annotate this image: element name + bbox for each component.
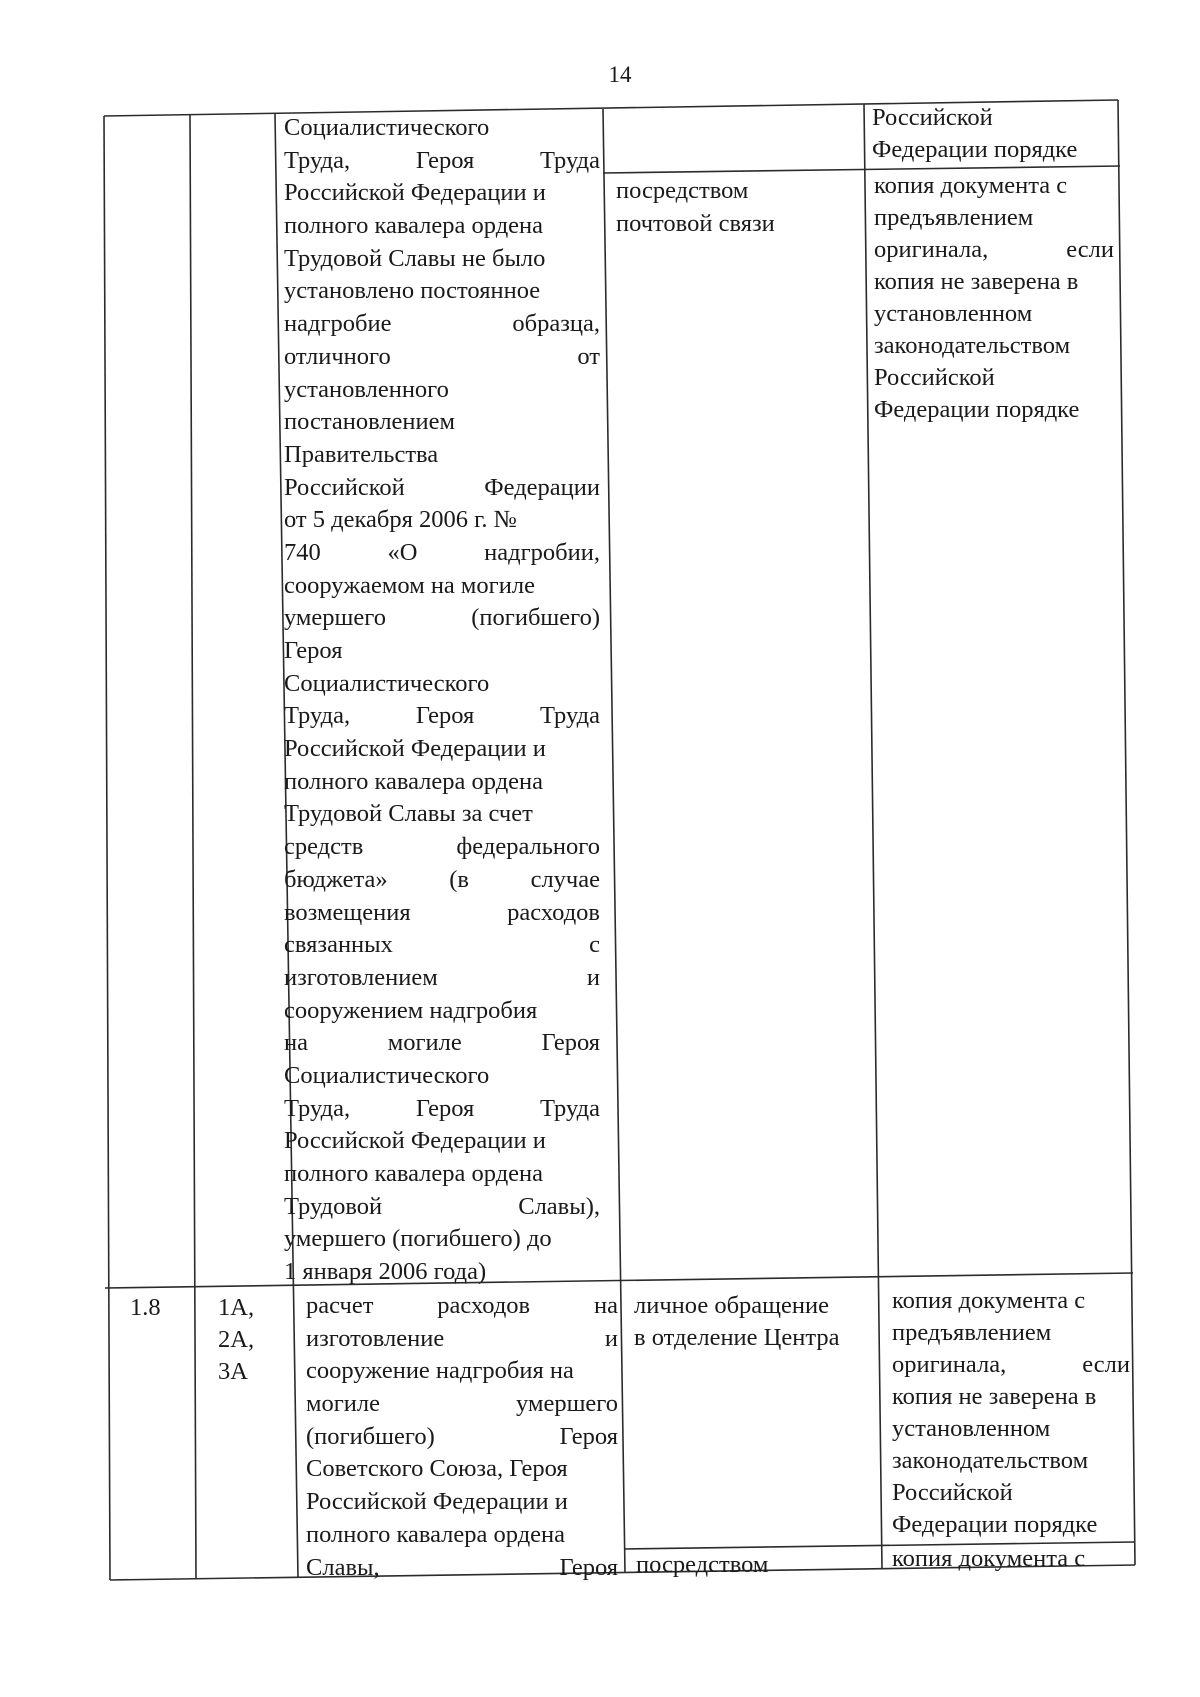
cell-text-line: Федерации порядке bbox=[872, 136, 1078, 163]
cell-text-line: посредством bbox=[616, 177, 749, 204]
column-divider bbox=[190, 115, 196, 1579]
cell-text-line: Российской Федерации и bbox=[306, 1488, 568, 1516]
cell-text-line: Славы, Героя bbox=[306, 1553, 618, 1581]
continued-top-copy-cell bbox=[872, 102, 1112, 166]
cell-text-line: Социалистического bbox=[284, 1061, 490, 1089]
cell-text-line: копия документа с bbox=[892, 1545, 1086, 1572]
row-1-8-description-cell bbox=[306, 1290, 618, 1584]
cell-text-line: полного кавалера ордена bbox=[284, 767, 544, 795]
cell-text-line: Российской Федерации и bbox=[284, 179, 546, 207]
cell-text-line: посредством bbox=[636, 1551, 769, 1578]
cell-text-line: возмещения расходов bbox=[284, 898, 600, 926]
cell-text-line: умершего (погибшего) до bbox=[284, 1225, 552, 1253]
cell-text-line: полного кавалера ордена bbox=[306, 1520, 566, 1548]
cell-text-line: законодательством bbox=[892, 1447, 1089, 1474]
cell-text-line: Трудовой Славы), bbox=[284, 1192, 600, 1220]
cell-text-line: Российской bbox=[874, 364, 995, 391]
cell-text-line: изготовление и bbox=[306, 1324, 618, 1352]
cell-text-line: установленном bbox=[874, 300, 1033, 327]
page-number: 14 bbox=[608, 62, 632, 87]
continued-description-cell bbox=[284, 112, 600, 1289]
table-border bbox=[104, 116, 110, 1580]
cell-text-line: 3А bbox=[218, 1358, 248, 1385]
cell-text-line: полного кавалера ордена bbox=[284, 1160, 544, 1187]
cell-text-line: 2А, bbox=[218, 1326, 255, 1353]
cell-text-line: предъявлением bbox=[874, 204, 1034, 231]
cell-text-line: 1А, bbox=[218, 1294, 255, 1321]
cell-text-line: законодательством bbox=[874, 332, 1071, 359]
cell-text-line: оригинала, если bbox=[874, 236, 1114, 263]
cell-text-line: Советского Союза, Героя bbox=[306, 1455, 568, 1483]
cell-text-line: сооружаемом на могиле bbox=[284, 571, 535, 599]
cell-text-line: предъявлением bbox=[892, 1319, 1052, 1346]
row-1-8-personal-copy-cell bbox=[892, 1285, 1130, 1541]
cell-text-line: копия документа с bbox=[892, 1287, 1086, 1314]
cell-text-line: надгробие образца, bbox=[284, 310, 600, 338]
cell-text-line: Российской Федерации и bbox=[284, 1127, 546, 1155]
cell-text-line: бюджета» (в случае bbox=[284, 865, 600, 893]
cell-text-line: Трудовой Славы за счет bbox=[284, 800, 533, 828]
cell-text-line: Российской Федерации bbox=[284, 473, 600, 501]
cell-text-line: Российской Федерации и bbox=[284, 735, 546, 763]
continued-postal-copy-cell bbox=[874, 170, 1114, 426]
cell-text-line: личное обращение bbox=[634, 1292, 829, 1319]
cell-text-line: полного кавалера ордена bbox=[284, 212, 544, 240]
cell-text-line: (погибшего) Героя bbox=[306, 1422, 618, 1450]
cell-text-line: изготовлением и bbox=[284, 963, 600, 991]
cell-text-line: копия документа с bbox=[874, 172, 1068, 199]
row-1-8-personal-method-cell bbox=[634, 1290, 874, 1354]
cell-text-line: Труда, Героя Труда bbox=[284, 1094, 600, 1122]
cell-text-line: постановлением bbox=[284, 408, 456, 436]
cell-text-line: Труда, Героя Труда bbox=[284, 146, 600, 174]
cell-text-line: умершего (погибшего) bbox=[284, 604, 600, 632]
cell-text-line: Труда, Героя Труда bbox=[284, 702, 600, 730]
cell-text-line: Российской bbox=[872, 104, 993, 131]
row-number: 1.8 bbox=[130, 1294, 161, 1321]
cell-text-line: на могиле Героя bbox=[284, 1029, 600, 1057]
cell-text-line: сооружение надгробия на bbox=[306, 1357, 574, 1385]
cell-text-line: Правительства bbox=[284, 440, 439, 468]
row-1-8-postal-method-cell bbox=[636, 1549, 856, 1581]
cell-text-line: копия не заверена в bbox=[892, 1383, 1097, 1410]
cell-text-line: Федерации порядке bbox=[874, 396, 1080, 423]
cell-text-line: в отделение Центра bbox=[634, 1324, 840, 1351]
cell-text-line: средств федерального bbox=[284, 833, 600, 861]
cell-text-line: Социалистического bbox=[284, 114, 490, 141]
cell-text-line: установлено постоянное bbox=[284, 277, 541, 305]
row-1-8-codes-cell bbox=[218, 1292, 278, 1388]
cell-text-line: 740 «О надгробии, bbox=[284, 538, 600, 566]
cell-text-line: копия не заверена в bbox=[874, 268, 1079, 295]
cell-text-line: расчет расходов на bbox=[306, 1292, 618, 1319]
cell-text-line: оригинала, если bbox=[892, 1351, 1130, 1378]
cell-text-line: могиле умершего bbox=[306, 1390, 618, 1418]
cell-text-line: от 5 декабря 2006 г. № bbox=[284, 506, 518, 534]
cell-text-line: Трудовой Славы не было bbox=[284, 244, 546, 272]
cell-text-line: Федерации порядке bbox=[892, 1511, 1098, 1538]
continued-postal-method-cell bbox=[616, 175, 856, 240]
cell-text-line: почтовой связи bbox=[616, 209, 775, 237]
row-1-8-number-cell bbox=[130, 1292, 190, 1325]
cell-text-line: Социалистического bbox=[284, 669, 490, 697]
cell-text-line: Российской bbox=[892, 1479, 1013, 1506]
cell-text-line: связанных с bbox=[284, 931, 600, 959]
cell-text-line: Героя bbox=[284, 637, 343, 664]
row-1-8-postal-copy-cell bbox=[892, 1543, 1130, 1575]
cell-text-line: установленном bbox=[892, 1415, 1051, 1442]
cell-text-line: сооружением надгробия bbox=[284, 996, 538, 1024]
cell-text-line: установленного bbox=[284, 375, 449, 403]
cell-text-line: 1 января 2006 года) bbox=[284, 1258, 487, 1286]
cell-text-line: отличного от bbox=[284, 342, 600, 370]
